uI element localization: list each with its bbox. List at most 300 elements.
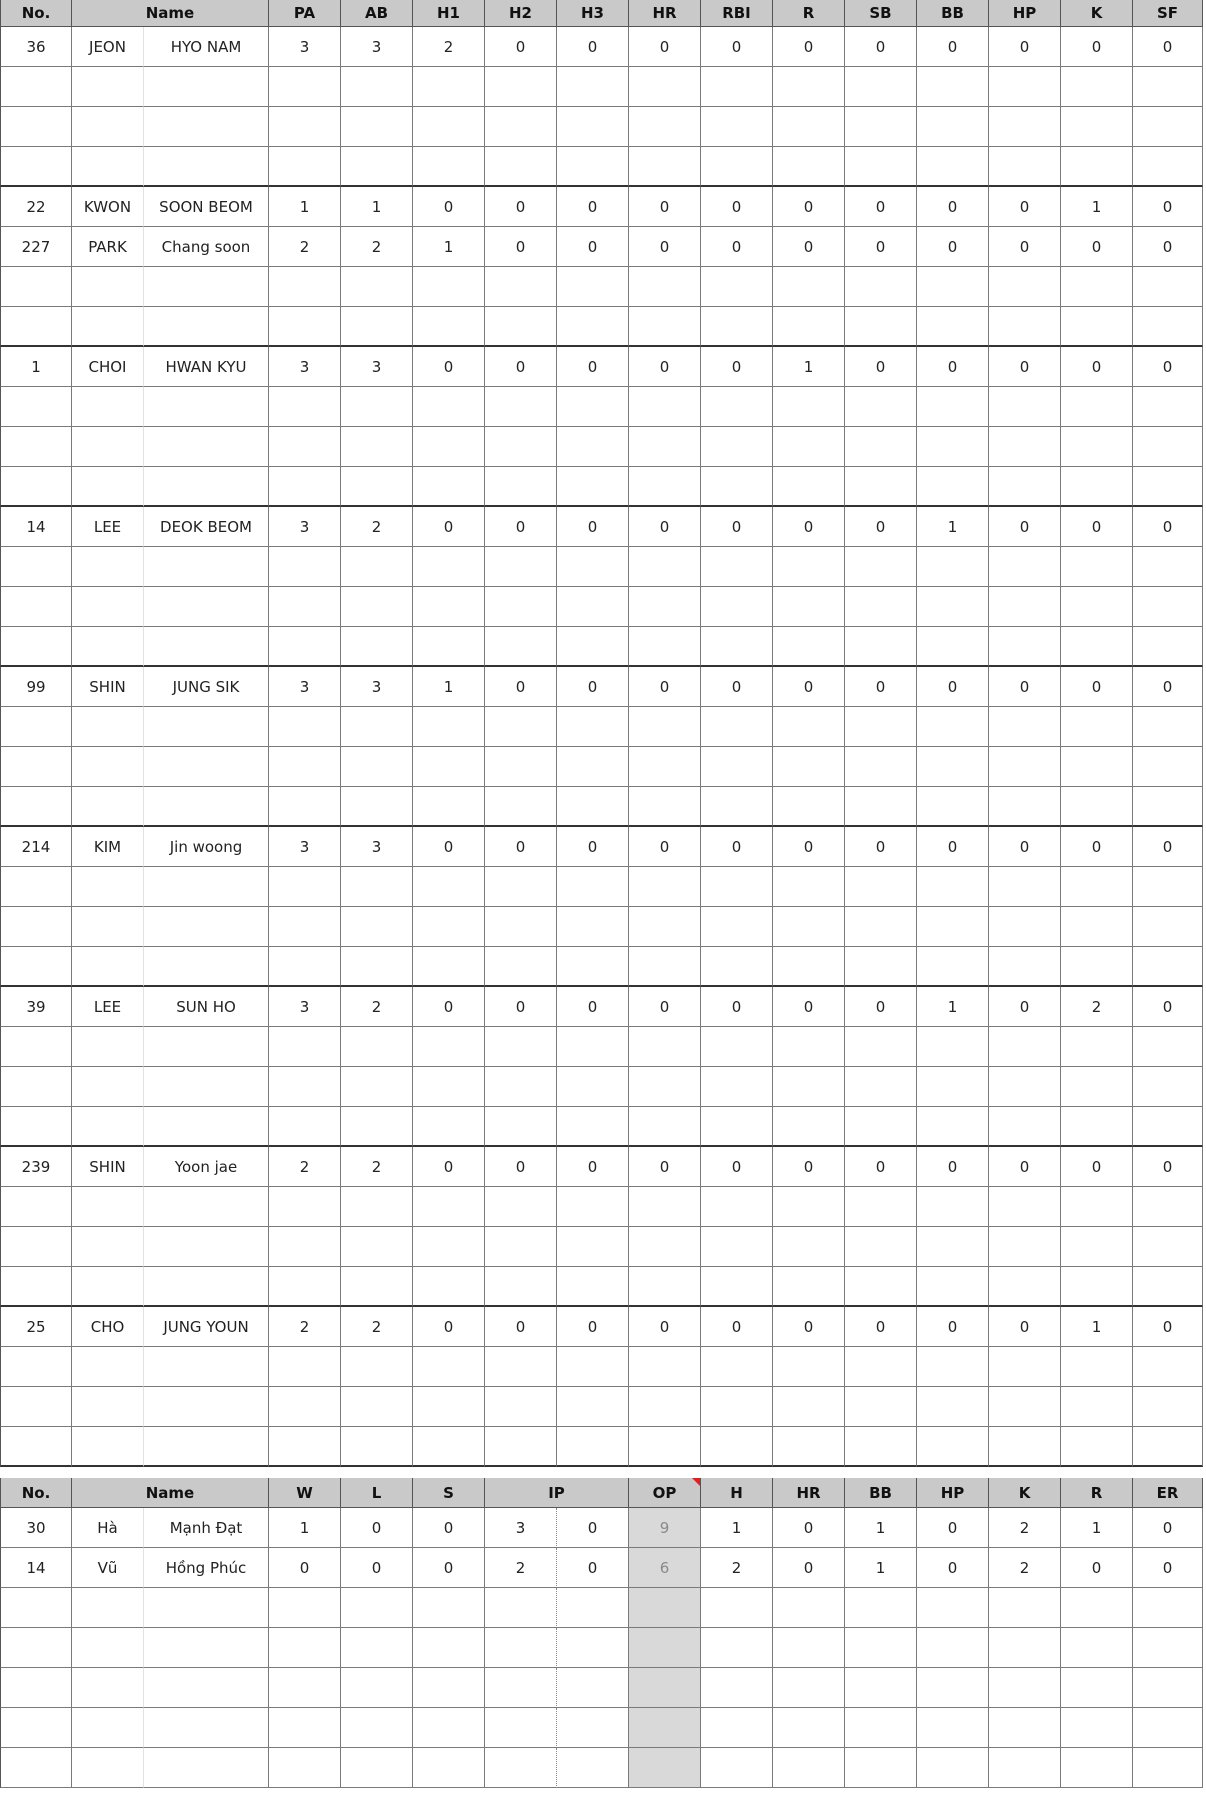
pitching-cell-no[interactable]: 30 <box>0 1508 72 1548</box>
pitching-cell-er[interactable] <box>1133 1668 1203 1708</box>
batting-cell-hr[interactable] <box>629 1027 701 1067</box>
batting-cell-ab[interactable] <box>341 1427 413 1467</box>
batting-cell-ab[interactable] <box>341 1107 413 1147</box>
batting-cell-h3[interactable]: 0 <box>557 1307 629 1347</box>
pitching-cell-bb[interactable] <box>845 1628 917 1668</box>
batting-cell-sf[interactable]: 0 <box>1133 1147 1203 1187</box>
batting-cell-sb[interactable] <box>845 467 917 507</box>
pitching-cell-first-name[interactable] <box>144 1588 269 1628</box>
batting-cell-hp[interactable] <box>989 147 1061 187</box>
batting-cell-pa[interactable]: 3 <box>269 347 341 387</box>
batting-cell-last-name[interactable]: KWON <box>72 187 144 227</box>
batting-cell-r[interactable] <box>773 547 845 587</box>
batting-cell-rbi[interactable] <box>701 627 773 667</box>
batting-cell-no[interactable]: 22 <box>0 187 72 227</box>
batting-cell-hp[interactable]: 0 <box>989 187 1061 227</box>
batting-cell-r[interactable]: 0 <box>773 27 845 67</box>
batting-cell-sb[interactable] <box>845 1227 917 1267</box>
batting-cell-bb[interactable] <box>917 627 989 667</box>
batting-cell-h1[interactable] <box>413 867 485 907</box>
batting-cell-first-name[interactable] <box>144 1067 269 1107</box>
batting-cell-h2[interactable] <box>485 1107 557 1147</box>
batting-cell-pa[interactable] <box>269 1387 341 1427</box>
batting-cell-bb[interactable] <box>917 427 989 467</box>
batting-cell-hp[interactable] <box>989 787 1061 827</box>
pitching-cell-k[interactable]: 2 <box>989 1548 1061 1588</box>
batting-cell-last-name[interactable] <box>72 1227 144 1267</box>
batting-cell-hr[interactable] <box>629 67 701 107</box>
batting-cell-first-name[interactable] <box>144 467 269 507</box>
batting-cell-first-name[interactable] <box>144 867 269 907</box>
batting-cell-h1[interactable] <box>413 587 485 627</box>
batting-cell-k[interactable] <box>1061 1427 1133 1467</box>
batting-cell-no[interactable] <box>0 1347 72 1387</box>
batting-cell-rbi[interactable] <box>701 67 773 107</box>
batting-cell-h3[interactable] <box>557 307 629 347</box>
batting-cell-ab[interactable] <box>341 307 413 347</box>
batting-cell-rbi[interactable]: 0 <box>701 27 773 67</box>
batting-cell-hr[interactable] <box>629 1347 701 1387</box>
batting-cell-ab[interactable] <box>341 787 413 827</box>
batting-cell-h2[interactable]: 0 <box>485 1307 557 1347</box>
batting-cell-hp[interactable]: 0 <box>989 507 1061 547</box>
batting-cell-sf[interactable] <box>1133 907 1203 947</box>
batting-cell-sb[interactable] <box>845 867 917 907</box>
batting-cell-last-name[interactable] <box>72 467 144 507</box>
batting-cell-first-name[interactable]: HYO NAM <box>144 27 269 67</box>
batting-cell-first-name[interactable]: JUNG YOUN <box>144 1307 269 1347</box>
batting-cell-h3[interactable]: 0 <box>557 987 629 1027</box>
batting-cell-sb[interactable] <box>845 1427 917 1467</box>
batting-cell-sb[interactable] <box>845 907 917 947</box>
batting-cell-k[interactable]: 0 <box>1061 27 1133 67</box>
batting-cell-sf[interactable] <box>1133 627 1203 667</box>
pitching-cell-s[interactable] <box>413 1748 485 1788</box>
batting-cell-no[interactable] <box>0 67 72 107</box>
batting-cell-pa[interactable] <box>269 67 341 107</box>
batting-cell-ab[interactable] <box>341 867 413 907</box>
pitching-cell-hp[interactable] <box>917 1628 989 1668</box>
batting-cell-rbi[interactable] <box>701 1347 773 1387</box>
pitching-cell-r[interactable] <box>1061 1708 1133 1748</box>
batting-header-k[interactable]: K <box>1061 0 1133 27</box>
batting-cell-h1[interactable] <box>413 1027 485 1067</box>
batting-cell-k[interactable] <box>1061 947 1133 987</box>
batting-cell-rbi[interactable] <box>701 547 773 587</box>
batting-cell-r[interactable] <box>773 707 845 747</box>
batting-cell-first-name[interactable] <box>144 1227 269 1267</box>
batting-cell-h3[interactable] <box>557 947 629 987</box>
batting-cell-bb[interactable]: 0 <box>917 187 989 227</box>
batting-cell-h3[interactable]: 0 <box>557 507 629 547</box>
batting-cell-rbi[interactable] <box>701 387 773 427</box>
pitching-cell-no[interactable] <box>0 1708 72 1748</box>
batting-cell-pa[interactable] <box>269 1227 341 1267</box>
batting-cell-h1[interactable] <box>413 1227 485 1267</box>
pitching-cell-er[interactable]: 0 <box>1133 1548 1203 1588</box>
batting-cell-no[interactable] <box>0 1387 72 1427</box>
batting-cell-hp[interactable] <box>989 907 1061 947</box>
batting-cell-hr[interactable] <box>629 427 701 467</box>
pitching-cell-hp[interactable] <box>917 1588 989 1628</box>
batting-cell-ab[interactable]: 2 <box>341 1307 413 1347</box>
batting-cell-rbi[interactable]: 0 <box>701 187 773 227</box>
batting-cell-r[interactable] <box>773 1107 845 1147</box>
batting-cell-h2[interactable]: 0 <box>485 187 557 227</box>
pitching-cell-l[interactable] <box>341 1668 413 1708</box>
batting-cell-first-name[interactable] <box>144 1187 269 1227</box>
batting-cell-k[interactable] <box>1061 547 1133 587</box>
batting-cell-pa[interactable] <box>269 1027 341 1067</box>
batting-cell-sb[interactable] <box>845 307 917 347</box>
batting-cell-sb[interactable]: 0 <box>845 227 917 267</box>
batting-cell-h3[interactable]: 0 <box>557 827 629 867</box>
batting-cell-h3[interactable] <box>557 907 629 947</box>
batting-cell-last-name[interactable] <box>72 1347 144 1387</box>
batting-cell-pa[interactable] <box>269 307 341 347</box>
batting-cell-ab[interactable]: 2 <box>341 1147 413 1187</box>
batting-cell-last-name[interactable] <box>72 947 144 987</box>
batting-cell-hr[interactable] <box>629 1427 701 1467</box>
batting-header-r[interactable]: R <box>773 0 845 27</box>
batting-cell-first-name[interactable] <box>144 307 269 347</box>
batting-cell-h1[interactable] <box>413 907 485 947</box>
batting-cell-h3[interactable] <box>557 1107 629 1147</box>
pitching-cell-s[interactable] <box>413 1708 485 1748</box>
batting-cell-hr[interactable]: 0 <box>629 27 701 67</box>
batting-cell-h3[interactable] <box>557 1387 629 1427</box>
batting-cell-hr[interactable] <box>629 1187 701 1227</box>
batting-cell-hr[interactable]: 0 <box>629 227 701 267</box>
batting-cell-h2[interactable]: 0 <box>485 827 557 867</box>
batting-cell-r[interactable] <box>773 1427 845 1467</box>
batting-cell-pa[interactable] <box>269 1187 341 1227</box>
batting-cell-pa[interactable] <box>269 467 341 507</box>
batting-cell-bb[interactable] <box>917 1387 989 1427</box>
pitching-cell-op[interactable]: 6 <box>629 1548 701 1588</box>
batting-cell-pa[interactable] <box>269 547 341 587</box>
batting-cell-h3[interactable] <box>557 587 629 627</box>
batting-cell-first-name[interactable]: Chang soon <box>144 227 269 267</box>
batting-cell-first-name[interactable] <box>144 947 269 987</box>
batting-cell-ab[interactable] <box>341 1027 413 1067</box>
batting-cell-hp[interactable] <box>989 947 1061 987</box>
batting-cell-bb[interactable] <box>917 107 989 147</box>
batting-cell-hr[interactable] <box>629 1267 701 1307</box>
batting-cell-ab[interactable]: 2 <box>341 987 413 1027</box>
batting-cell-pa[interactable] <box>269 427 341 467</box>
batting-cell-hp[interactable] <box>989 1067 1061 1107</box>
batting-cell-k[interactable] <box>1061 1347 1133 1387</box>
batting-cell-k[interactable]: 0 <box>1061 507 1133 547</box>
pitching-cell-first-name[interactable] <box>144 1668 269 1708</box>
pitching-cell-last-name[interactable] <box>72 1668 144 1708</box>
batting-cell-h2[interactable] <box>485 147 557 187</box>
batting-cell-hp[interactable] <box>989 707 1061 747</box>
batting-cell-rbi[interactable]: 0 <box>701 347 773 387</box>
batting-cell-no[interactable] <box>0 1107 72 1147</box>
batting-cell-hp[interactable] <box>989 67 1061 107</box>
batting-cell-pa[interactable] <box>269 267 341 307</box>
batting-cell-hp[interactable] <box>989 307 1061 347</box>
batting-cell-h1[interactable] <box>413 1187 485 1227</box>
batting-cell-pa[interactable] <box>269 1267 341 1307</box>
batting-cell-bb[interactable] <box>917 787 989 827</box>
batting-cell-hr[interactable] <box>629 107 701 147</box>
batting-cell-sf[interactable] <box>1133 587 1203 627</box>
batting-cell-hp[interactable]: 0 <box>989 347 1061 387</box>
pitching-cell-bb[interactable] <box>845 1588 917 1628</box>
pitching-cell-last-name[interactable] <box>72 1748 144 1788</box>
batting-cell-r[interactable] <box>773 787 845 827</box>
batting-cell-k[interactable] <box>1061 587 1133 627</box>
batting-cell-hr[interactable] <box>629 867 701 907</box>
batting-cell-h2[interactable] <box>485 107 557 147</box>
batting-cell-rbi[interactable] <box>701 867 773 907</box>
batting-cell-last-name[interactable] <box>72 1387 144 1427</box>
batting-cell-k[interactable] <box>1061 867 1133 907</box>
batting-cell-rbi[interactable]: 0 <box>701 507 773 547</box>
batting-cell-pa[interactable] <box>269 587 341 627</box>
batting-cell-r[interactable] <box>773 867 845 907</box>
batting-cell-r[interactable]: 0 <box>773 1147 845 1187</box>
batting-cell-r[interactable]: 0 <box>773 227 845 267</box>
pitching-header-er[interactable]: ER <box>1133 1478 1203 1508</box>
pitching-cell-hp[interactable] <box>917 1668 989 1708</box>
batting-cell-r[interactable] <box>773 747 845 787</box>
batting-cell-hp[interactable] <box>989 387 1061 427</box>
batting-cell-rbi[interactable] <box>701 907 773 947</box>
batting-cell-sb[interactable] <box>845 587 917 627</box>
batting-cell-k[interactable] <box>1061 1067 1133 1107</box>
batting-cell-ab[interactable] <box>341 547 413 587</box>
batting-cell-sf[interactable] <box>1133 67 1203 107</box>
batting-cell-h1[interactable] <box>413 787 485 827</box>
batting-cell-h3[interactable] <box>557 747 629 787</box>
batting-cell-first-name[interactable]: Yoon jae <box>144 1147 269 1187</box>
batting-cell-h1[interactable] <box>413 627 485 667</box>
batting-cell-hp[interactable] <box>989 587 1061 627</box>
batting-cell-h2[interactable] <box>485 387 557 427</box>
batting-cell-hp[interactable] <box>989 267 1061 307</box>
batting-cell-h3[interactable] <box>557 1227 629 1267</box>
pitching-cell-h[interactable] <box>701 1708 773 1748</box>
pitching-cell-bb[interactable] <box>845 1708 917 1748</box>
batting-cell-last-name[interactable]: PARK <box>72 227 144 267</box>
batting-cell-k[interactable] <box>1061 107 1133 147</box>
batting-cell-pa[interactable] <box>269 1107 341 1147</box>
batting-cell-first-name[interactable]: SOON BEOM <box>144 187 269 227</box>
batting-cell-h1[interactable]: 0 <box>413 987 485 1027</box>
pitching-cell-hr[interactable]: 0 <box>773 1548 845 1588</box>
batting-cell-hr[interactable] <box>629 707 701 747</box>
batting-cell-hp[interactable]: 0 <box>989 827 1061 867</box>
pitching-cell-ip-innings[interactable]: 2 <box>485 1548 557 1588</box>
batting-cell-last-name[interactable] <box>72 1067 144 1107</box>
batting-cell-sf[interactable]: 0 <box>1133 187 1203 227</box>
batting-cell-rbi[interactable] <box>701 1107 773 1147</box>
batting-cell-hp[interactable]: 0 <box>989 667 1061 707</box>
pitching-header-hp[interactable]: HP <box>917 1478 989 1508</box>
batting-cell-h1[interactable]: 0 <box>413 1307 485 1347</box>
pitching-cell-r[interactable] <box>1061 1628 1133 1668</box>
batting-cell-sb[interactable] <box>845 1267 917 1307</box>
batting-cell-k[interactable] <box>1061 427 1133 467</box>
pitching-header-h[interactable]: H <box>701 1478 773 1508</box>
batting-cell-hp[interactable] <box>989 107 1061 147</box>
batting-cell-r[interactable] <box>773 387 845 427</box>
batting-cell-k[interactable] <box>1061 67 1133 107</box>
pitching-cell-hr[interactable] <box>773 1708 845 1748</box>
pitching-cell-first-name[interactable]: Hồng Phúc <box>144 1548 269 1588</box>
batting-cell-hp[interactable] <box>989 1107 1061 1147</box>
batting-cell-rbi[interactable]: 0 <box>701 1307 773 1347</box>
pitching-cell-h[interactable]: 1 <box>701 1508 773 1548</box>
batting-cell-pa[interactable] <box>269 867 341 907</box>
batting-cell-r[interactable] <box>773 947 845 987</box>
pitching-cell-hr[interactable] <box>773 1628 845 1668</box>
batting-cell-h1[interactable] <box>413 387 485 427</box>
batting-cell-h2[interactable] <box>485 1067 557 1107</box>
pitching-cell-h[interactable] <box>701 1588 773 1628</box>
batting-cell-first-name[interactable] <box>144 787 269 827</box>
batting-cell-h2[interactable]: 0 <box>485 507 557 547</box>
pitching-cell-r[interactable]: 1 <box>1061 1508 1133 1548</box>
batting-cell-rbi[interactable] <box>701 947 773 987</box>
batting-cell-h3[interactable] <box>557 467 629 507</box>
batting-cell-first-name[interactable]: JUNG SIK <box>144 667 269 707</box>
batting-cell-h2[interactable]: 0 <box>485 227 557 267</box>
batting-cell-rbi[interactable] <box>701 587 773 627</box>
batting-cell-rbi[interactable]: 0 <box>701 1147 773 1187</box>
pitching-cell-er[interactable]: 0 <box>1133 1508 1203 1548</box>
pitching-cell-w[interactable] <box>269 1748 341 1788</box>
batting-cell-r[interactable]: 0 <box>773 507 845 547</box>
batting-cell-k[interactable] <box>1061 267 1133 307</box>
batting-cell-hp[interactable]: 0 <box>989 1307 1061 1347</box>
batting-cell-first-name[interactable] <box>144 1427 269 1467</box>
batting-cell-no[interactable] <box>0 1027 72 1067</box>
batting-cell-last-name[interactable] <box>72 67 144 107</box>
pitching-cell-l[interactable] <box>341 1708 413 1748</box>
batting-cell-last-name[interactable] <box>72 627 144 667</box>
batting-cell-no[interactable]: 1 <box>0 347 72 387</box>
batting-cell-last-name[interactable]: LEE <box>72 987 144 1027</box>
batting-cell-k[interactable]: 2 <box>1061 987 1133 1027</box>
batting-cell-ab[interactable] <box>341 747 413 787</box>
batting-cell-rbi[interactable] <box>701 107 773 147</box>
pitching-header-l[interactable]: L <box>341 1478 413 1508</box>
batting-cell-h1[interactable] <box>413 547 485 587</box>
batting-cell-sf[interactable] <box>1133 467 1203 507</box>
batting-cell-pa[interactable] <box>269 1347 341 1387</box>
batting-cell-r[interactable]: 0 <box>773 667 845 707</box>
batting-cell-sb[interactable]: 0 <box>845 187 917 227</box>
batting-cell-h1[interactable] <box>413 1387 485 1427</box>
batting-cell-h3[interactable] <box>557 1347 629 1387</box>
batting-cell-bb[interactable] <box>917 147 989 187</box>
batting-cell-no[interactable] <box>0 1067 72 1107</box>
batting-cell-last-name[interactable] <box>72 587 144 627</box>
batting-cell-h1[interactable]: 0 <box>413 347 485 387</box>
batting-cell-rbi[interactable] <box>701 1267 773 1307</box>
pitching-header-r[interactable]: R <box>1061 1478 1133 1508</box>
batting-cell-sb[interactable] <box>845 267 917 307</box>
pitching-cell-last-name[interactable] <box>72 1628 144 1668</box>
batting-header-h1[interactable]: H1 <box>413 0 485 27</box>
batting-cell-h3[interactable]: 0 <box>557 187 629 227</box>
batting-cell-first-name[interactable] <box>144 1107 269 1147</box>
pitching-header-bb[interactable]: BB <box>845 1478 917 1508</box>
batting-cell-sb[interactable] <box>845 1027 917 1067</box>
batting-cell-hr[interactable] <box>629 267 701 307</box>
batting-cell-bb[interactable]: 0 <box>917 667 989 707</box>
batting-cell-h1[interactable]: 1 <box>413 667 485 707</box>
batting-cell-no[interactable]: 214 <box>0 827 72 867</box>
batting-cell-sf[interactable] <box>1133 867 1203 907</box>
pitching-header-name[interactable]: Name <box>72 1478 269 1508</box>
batting-cell-ab[interactable] <box>341 467 413 507</box>
batting-cell-h1[interactable] <box>413 67 485 107</box>
batting-cell-sf[interactable]: 0 <box>1133 987 1203 1027</box>
batting-cell-hr[interactable] <box>629 907 701 947</box>
batting-cell-h2[interactable] <box>485 587 557 627</box>
batting-cell-sf[interactable] <box>1133 1067 1203 1107</box>
batting-cell-h1[interactable]: 0 <box>413 1147 485 1187</box>
batting-cell-first-name[interactable] <box>144 747 269 787</box>
batting-cell-sb[interactable] <box>845 1067 917 1107</box>
batting-cell-hr[interactable] <box>629 467 701 507</box>
pitching-header-k[interactable]: K <box>989 1478 1061 1508</box>
batting-cell-no[interactable] <box>0 787 72 827</box>
batting-cell-r[interactable] <box>773 907 845 947</box>
pitching-cell-w[interactable]: 1 <box>269 1508 341 1548</box>
batting-cell-hr[interactable] <box>629 547 701 587</box>
batting-cell-sf[interactable] <box>1133 1187 1203 1227</box>
batting-cell-bb[interactable] <box>917 1347 989 1387</box>
batting-cell-bb[interactable]: 0 <box>917 227 989 267</box>
batting-cell-h1[interactable]: 2 <box>413 27 485 67</box>
batting-cell-h1[interactable]: 1 <box>413 227 485 267</box>
batting-cell-pa[interactable] <box>269 107 341 147</box>
batting-cell-pa[interactable]: 3 <box>269 27 341 67</box>
batting-cell-no[interactable] <box>0 907 72 947</box>
pitching-cell-ip-outs[interactable]: 0 <box>557 1548 629 1588</box>
batting-cell-first-name[interactable] <box>144 1387 269 1427</box>
batting-cell-pa[interactable]: 3 <box>269 987 341 1027</box>
batting-cell-h1[interactable] <box>413 1347 485 1387</box>
batting-cell-h3[interactable] <box>557 627 629 667</box>
pitching-cell-hr[interactable]: 0 <box>773 1508 845 1548</box>
batting-cell-rbi[interactable]: 0 <box>701 227 773 267</box>
batting-cell-k[interactable] <box>1061 387 1133 427</box>
batting-cell-rbi[interactable] <box>701 1427 773 1467</box>
batting-cell-hr[interactable]: 0 <box>629 827 701 867</box>
batting-cell-h2[interactable] <box>485 1387 557 1427</box>
batting-cell-ab[interactable] <box>341 587 413 627</box>
pitching-cell-k[interactable] <box>989 1588 1061 1628</box>
batting-cell-last-name[interactable] <box>72 307 144 347</box>
pitching-cell-ip-innings[interactable] <box>485 1668 557 1708</box>
batting-cell-pa[interactable]: 3 <box>269 827 341 867</box>
batting-cell-ab[interactable] <box>341 947 413 987</box>
batting-cell-h3[interactable]: 0 <box>557 347 629 387</box>
pitching-cell-ip-innings[interactable] <box>485 1588 557 1628</box>
batting-cell-hp[interactable] <box>989 867 1061 907</box>
pitching-cell-first-name[interactable] <box>144 1628 269 1668</box>
batting-cell-h1[interactable] <box>413 147 485 187</box>
batting-cell-r[interactable]: 0 <box>773 187 845 227</box>
